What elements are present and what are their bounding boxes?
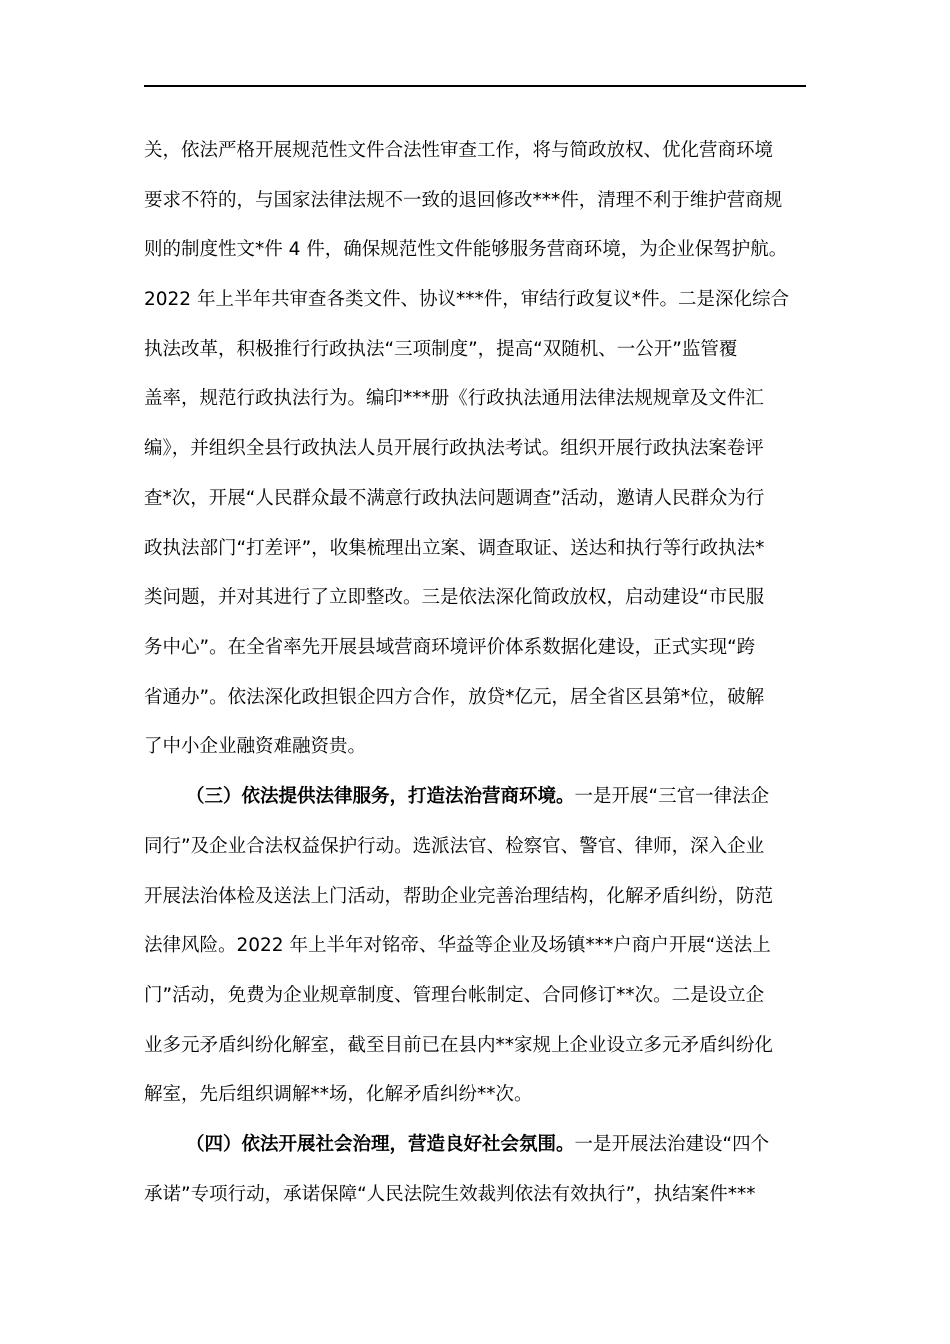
paragraph-line: 解室，先后组织调解**场，化解矛盾纠纷**次。 <box>144 1084 533 1105</box>
paragraph-line: 法律风险。2022 年上半年对铭帝、华益等企业及场镇***户商户开展“送法上 <box>144 935 771 956</box>
paragraph-line: 了中小企业融资难融资贵。 <box>144 736 367 757</box>
section-three-first-line <box>186 782 769 832</box>
section-four-first-line <box>186 1130 769 1180</box>
paragraph-line: 要求不符的，与国家法律法规不一致的退回修改***件，清理不利于维护营商规 <box>144 190 783 211</box>
paragraph-line: 业多元矛盾纠纷化解室，截至目前已在县内**家规上企业设立多元矛盾纠纷化 <box>144 1035 774 1056</box>
paragraph-line: 开展法治体检及送法上门活动，帮助企业完善治理结构，化解矛盾纠纷，防范 <box>144 886 774 907</box>
header-rule <box>144 85 806 87</box>
paragraph-line: 门”活动，免费为企业规章制度、管理台帐制定、合同修订**次。二是设立企 <box>144 985 765 1006</box>
paragraph-line: 政执法部门“打差评”，收集梳理出立案、调查取证、送达和执行等行政执法* <box>144 538 765 559</box>
section-four-heading: （四）依法开展社会治理，营造良好社会氛围。 <box>186 1134 575 1155</box>
paragraph-line: 同行”及企业合法权益保护行动。选派法官、检察官、警官、律师，深入企业 <box>144 836 765 857</box>
section-three-heading: （三）依法提供法律服务，打造法治营商环境。 <box>186 786 575 807</box>
section-three-intro: 一是开展“三官一律法企 <box>574 786 770 807</box>
paragraph-line: 务中心”。在全省率先开展县域营商环境评价体系数据化建设，正式实现“跨 <box>144 637 756 658</box>
paragraph-line: 编》，并组织全县行政执法人员开展行政执法考试。组织开展行政执法案卷评 <box>144 438 764 459</box>
section-four-intro: 一是开展法治建设“四个 <box>574 1134 770 1155</box>
paragraph-line: 2022 年上半年共审查各类文件、协议***件，审结行政复议*件。二是深化综合 <box>144 289 789 310</box>
paragraph-line: 盖率，规范行政执法行为。编印***册《行政执法通用法律法规规章及文件汇 <box>144 388 764 409</box>
paragraph-line: 执法改革，积极推行行政执法“三项制度”，提高“双随机、一公开”监管覆 <box>144 339 738 360</box>
paragraph-line: 关，依法严格开展规范性文件合法性审查工作，将与简政放权、优化营商环境 <box>144 140 774 161</box>
paragraph-line: 查*次，开展“人民群众最不满意行政执法问题调查”活动，邀请人民群众为行 <box>144 488 765 509</box>
paragraph-line: 省通办”。依法深化政担银企四方合作，放贷*亿元，居全省区县第*位，破解 <box>144 687 765 708</box>
paragraph-line: 则的制度性文*件 4 件，确保规范性文件能够服务营商环境，为企业保驾护航。 <box>144 239 788 260</box>
paragraph-line: 类问题，并对其进行了立即整改。三是依法深化简政放权，启动建设“市民服 <box>144 587 765 608</box>
paragraph-line: 承诺”专项行动，承诺保障“人民法院生效裁判依法有效执行”，执结案件*** <box>144 1184 756 1205</box>
